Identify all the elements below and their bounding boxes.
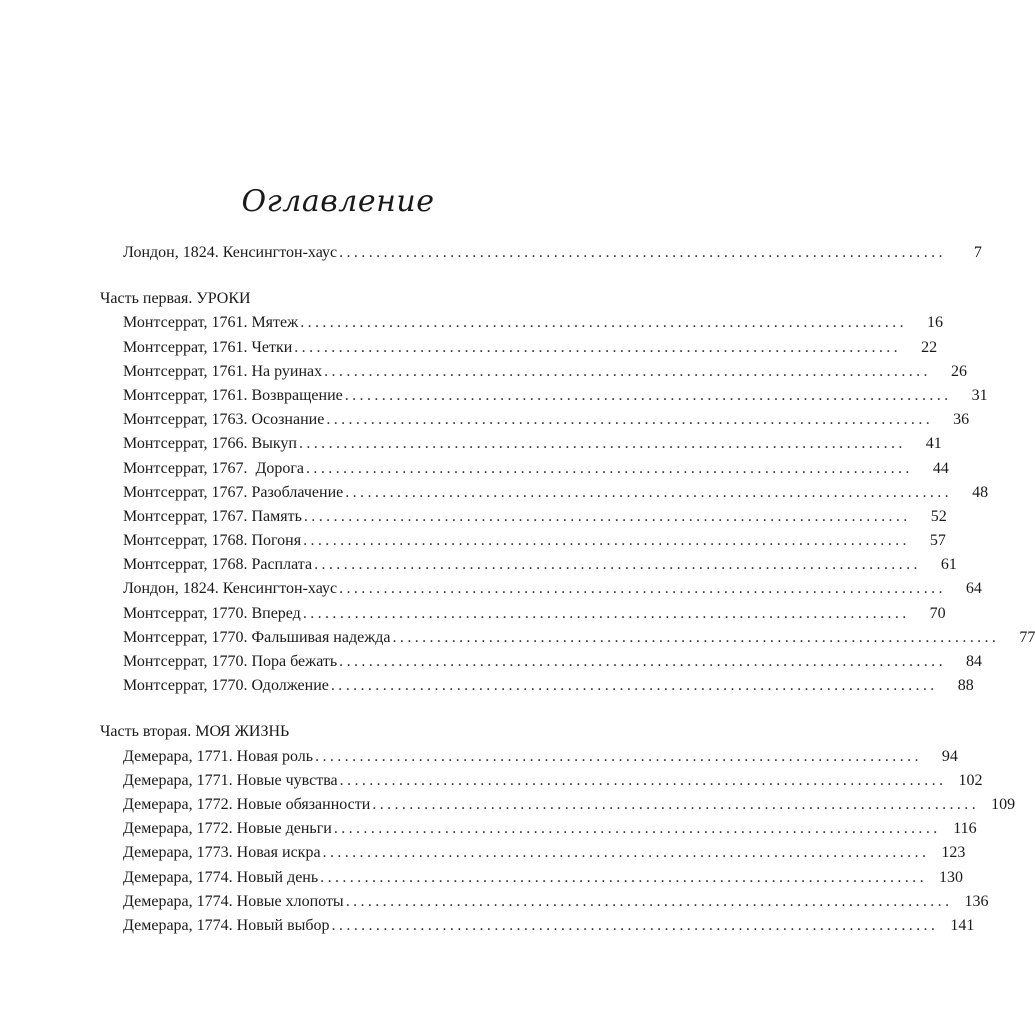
toc-entry (123, 769, 983, 793)
toc-entry-title: Демерара, 1771. Новая роль (123, 745, 315, 769)
dot-leader: .................................................................................. (322, 844, 930, 862)
toc-entry (123, 529, 946, 553)
dot-leader: .................................................................................. (315, 747, 922, 765)
toc-entry-page: 84 (946, 650, 982, 674)
dot-leader: .................................................................................. (345, 892, 953, 910)
toc-entry (123, 793, 1016, 817)
dot-leader: .................................................................................. (339, 244, 946, 261)
dot-leader: .................................................................................. (339, 653, 946, 670)
toc-entry (123, 745, 958, 769)
toc-entry-page: 94 (922, 745, 958, 769)
toc-entry-page: 123 (929, 841, 965, 865)
toc-entry (123, 577, 982, 601)
toc-entry-title: Монтсеррат, 1761. Возвращение (123, 384, 345, 408)
toc-entry (123, 914, 975, 938)
toc-entry (123, 408, 970, 432)
toc-entry (123, 674, 974, 698)
toc-entry-title: Демерара, 1773. Новая искра (123, 841, 323, 865)
toc-entry (123, 890, 989, 914)
dot-leader: .................................................................................. (306, 459, 913, 477)
toc-entry-page: 16 (907, 311, 943, 335)
dot-leader: .................................................................................. (320, 868, 927, 886)
toc-entry-title: Монтсеррат, 1767. Память (123, 505, 304, 529)
dot-leader: .................................................................................. (302, 604, 910, 622)
toc-entry-title: Лондон, 1824. Кенсингтон-хаус (123, 577, 339, 601)
toc-entry (123, 602, 946, 626)
toc-entry-page: 61 (921, 553, 957, 577)
toc-entry-title: Монтсеррат, 1761. На руинах (123, 360, 324, 384)
dot-leader: .................................................................................. (326, 411, 934, 429)
toc-entry-title: Монтсеррат, 1761. Четки (123, 336, 294, 360)
toc-entry-title: Монтсеррат, 1761. Мятеж (123, 311, 300, 335)
part-entries (100, 311, 1035, 698)
dot-leader: .................................................................................. (303, 532, 910, 550)
toc-entry-title: Демерара, 1772. Новые обязанности (123, 793, 372, 817)
toc-entry (123, 553, 957, 577)
toc-entry (123, 866, 963, 890)
toc-entry-page: 7 (946, 241, 982, 265)
toc-entry-page: 41 (906, 432, 942, 456)
dot-leader: .................................................................................. (330, 677, 938, 695)
toc-entry-title: Лондон, 1824. Кенсингтон-хаус (123, 241, 339, 265)
dot-leader: .................................................................................. (294, 338, 902, 356)
part-heading: Часть первая. УРОКИ (100, 290, 251, 308)
toc-entry (123, 432, 942, 456)
toc-entry (123, 505, 947, 529)
dot-leader: .................................................................................. (324, 362, 931, 380)
toc-entry-page: 52 (911, 505, 947, 529)
toc-entry-page: 64 (946, 577, 982, 601)
toc-entry-title: Монтсеррат, 1770. Пора бежать (123, 650, 339, 674)
dot-leader: .................................................................................. (333, 820, 941, 838)
toc-entry-page: 26 (931, 360, 967, 384)
table-of-contents (100, 241, 1035, 938)
toc-entry-title: Монтсеррат, 1766. Выкуп (123, 432, 299, 456)
toc-entry-title: Монтсеррат, 1770. Одолжение (123, 674, 331, 698)
dot-leader: .................................................................................. (331, 916, 939, 934)
toc-entry-page: 36 (933, 408, 969, 432)
dot-leader: .................................................................................. (300, 314, 907, 332)
toc-entry (123, 626, 1035, 650)
toc-entry (123, 817, 977, 841)
toc-entry (123, 841, 966, 865)
toc-entry-page: 130 (927, 866, 963, 890)
toc-entry-page: 136 (953, 890, 989, 914)
toc-entry-title: Демерара, 1774. Новый выбор (123, 914, 332, 938)
dot-leader: .................................................................................. (372, 795, 980, 813)
toc-entry-page: 44 (913, 457, 949, 481)
toc-entry (123, 336, 938, 360)
toc-entry-page: 70 (910, 602, 946, 626)
toc-entry-title: Монтсеррат, 1770. Вперед (123, 602, 303, 626)
toc-entry-page: 57 (910, 529, 946, 553)
toc-entry-title: Монтсеррат, 1768. Расплата (123, 553, 314, 577)
toc-entry-page: 77 (999, 626, 1035, 650)
toc-entry-page: 88 (938, 674, 974, 698)
dot-leader: .................................................................................. (314, 556, 921, 574)
toc-entry-title: Монтсеррат, 1767. Дорога (123, 457, 306, 481)
toc-entry-title: Демерара, 1774. Новые хлопоты (123, 890, 346, 914)
dot-leader: .................................................................................. (298, 435, 906, 453)
dot-leader: .................................................................................. (303, 507, 911, 525)
toc-entry-page: 22 (901, 336, 937, 360)
toc-entry-title: Монтсеррат, 1763. Осознание (123, 408, 326, 432)
toc-entry (123, 360, 967, 384)
toc-entry (123, 650, 982, 674)
toc-entry (123, 384, 988, 408)
dot-leader: .................................................................................. (345, 483, 953, 501)
toc-entry-title: Демерара, 1771. Новые чувства (123, 769, 340, 793)
toc-entry-page: 102 (946, 769, 982, 793)
toc-entry-intro (123, 241, 982, 265)
dot-leader: .................................................................................. (344, 386, 952, 404)
toc-entry (123, 481, 989, 505)
toc-entry-title: Демерара, 1774. Новый день (123, 866, 320, 890)
part-heading: Часть вторая. МОЯ ЖИЗНЬ (100, 723, 290, 741)
toc-entry (123, 311, 943, 335)
toc-entry-page: 109 (979, 793, 1015, 817)
toc-entry-title: Монтсеррат, 1768. Погоня (123, 529, 303, 553)
toc-entry-page: 141 (938, 914, 974, 938)
toc-entry-page: 48 (952, 481, 988, 505)
toc-entry-title: Монтсеррат, 1770. Фальшивая надежда (123, 626, 393, 650)
dot-leader: .................................................................................. (392, 628, 1000, 646)
dot-leader: .................................................................................. (339, 580, 946, 598)
toc-entry-page: 31 (952, 384, 988, 408)
part-entries (100, 745, 1016, 939)
toc-entry-title: Демерара, 1772. Новые деньги (123, 817, 334, 841)
page-title: Оглавление (241, 184, 435, 219)
dot-leader: .................................................................................. (339, 771, 947, 789)
toc-entry-title: Монтсеррат, 1767. Разоблачение (123, 481, 345, 505)
toc-entry (123, 457, 949, 481)
toc-entry-page: 116 (941, 817, 977, 841)
